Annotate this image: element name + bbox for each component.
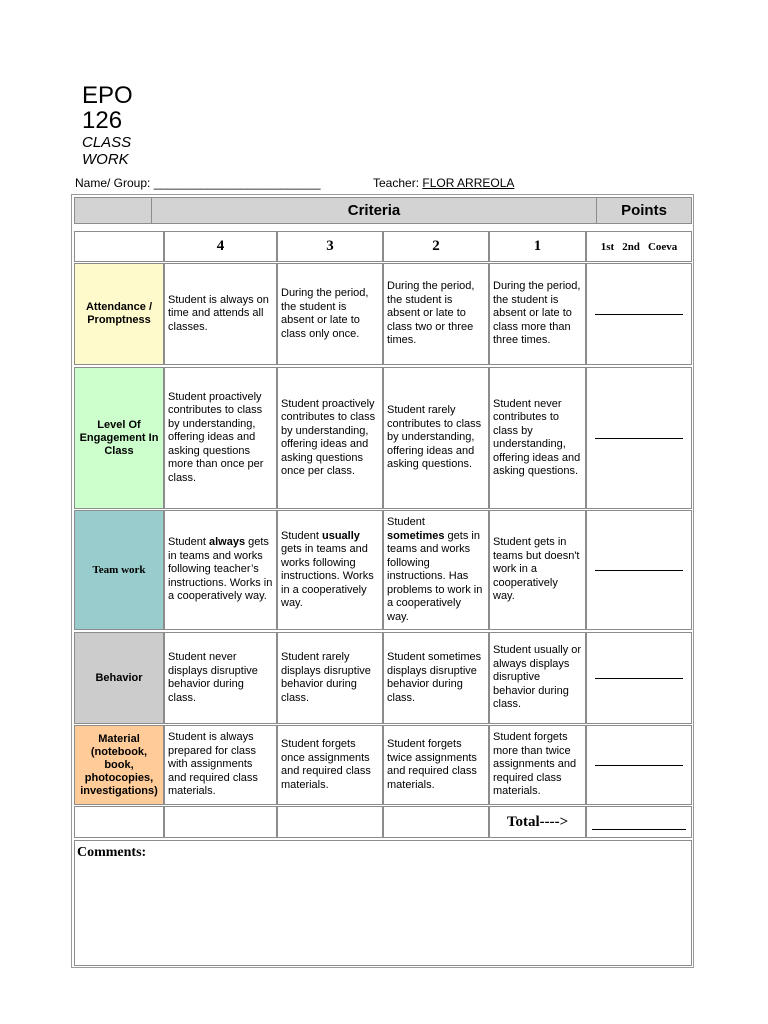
behavior-level-2: Student sometimes displays disruptive behavior during class. [383,632,489,724]
teamwork-level-2: Student sometimes gets in teams and works following instructions. Has problems to work in a cooperatively way. [383,510,489,630]
teamwork-level-3: Student usually gets in teams and works following instructions. Works in a cooperatively way. [277,510,383,630]
material-level-4: Student is always prepared for class with assignments and required class materials. [164,725,277,805]
name-group-field[interactable]: Name/ Group: _________________________ [75,176,321,190]
comments-label: Comments: [77,845,147,860]
title-class: CLASS [82,134,132,151]
engagement-level-3: Student proactively contributes to class by understanding, offering ideas and asking questions once per class. [277,367,383,509]
header-bar-left [74,197,152,224]
comments-box[interactable] [74,840,692,966]
points-2nd: 2nd [622,240,640,253]
criterion-material: Material (notebook, book, photocopies, investigations) [74,725,164,805]
teamwork-level-4: Student always gets in teams and works following teacher’s instructions. Works in a cooperatively way. [164,510,277,630]
total-row-blank-2 [164,806,277,838]
behavior-level-4: Student never displays disruptive behavior during class. [164,632,277,724]
level-1: 1 [489,231,586,262]
attendance-level-2: During the period, the student is absent or late to class two or three times. [383,263,489,365]
criteria-header: Criteria [151,197,597,224]
criterion-behavior: Behavior [74,632,164,724]
total-row-blank-3 [277,806,383,838]
level-3: 3 [277,231,383,262]
material-level-1: Student forgets more than twice assignments and required class materials. [489,725,586,805]
engagement-level-2: Student rarely contributes to class by understanding, offering ideas and asking questions. [383,367,489,509]
course-number: 126 [82,107,123,134]
behavior-points[interactable] [586,632,692,724]
material-level-2: Student forgets twice assignments and required class materials. [383,725,489,805]
level-row-blank [74,231,164,262]
engagement-level-1: Student never contributes to class by understanding, offering ideas and asking questions. [489,367,586,509]
material-level-3: Student forgets once assignments and required class materials. [277,725,383,805]
points-coeva: Coeva [647,240,678,253]
attendance-points[interactable] [586,263,692,365]
behavior-level-3: Student rarely displays disruptive behavior during class. [277,632,383,724]
behavior-level-1: Student usually or always displays disruptive behavior during class. [489,632,586,724]
points-header: Points [596,197,692,224]
title-work: WORK [82,151,129,168]
score-line [595,569,683,571]
total-label: Total----> [489,806,586,838]
points-columns [586,231,692,262]
score-line [595,764,683,766]
total-row-blank-4 [383,806,489,838]
teacher-name: FLOR ARREOLA [422,176,515,190]
engagement-points[interactable] [586,367,692,509]
material-points[interactable] [586,725,692,805]
course-code: EPO [82,82,133,109]
attendance-level-4: Student is always on time and attends all classes. [164,263,277,365]
level-2: 2 [383,231,489,262]
score-line [595,437,683,439]
teamwork-level-1: Student gets in teams but doesn't work in a cooperatively way. [489,510,586,630]
attendance-level-1: During the period, the student is absent or late to class more than three times. [489,263,586,365]
total-points[interactable] [586,806,692,838]
score-line [595,677,683,679]
criterion-teamwork: Team work [74,510,164,630]
score-line [595,313,683,315]
teacher-label: Teacher: [373,176,423,190]
score-line [592,828,686,830]
document-title [82,82,133,168]
criterion-engagement: Level Of Engagement In Class [74,367,164,509]
teamwork-points[interactable] [586,510,692,630]
teacher-line [373,176,514,190]
engagement-level-4: Student proactively contributes to class by understanding, offering ideas and asking questions more than once per class. [164,367,277,509]
criterion-attendance: Attendance / Promptness [74,263,164,365]
attendance-level-3: During the period, the student is absent or late to class only once. [277,263,383,365]
total-row-blank-1 [74,806,164,838]
points-1st: 1st [600,240,615,253]
level-4: 4 [164,231,277,262]
